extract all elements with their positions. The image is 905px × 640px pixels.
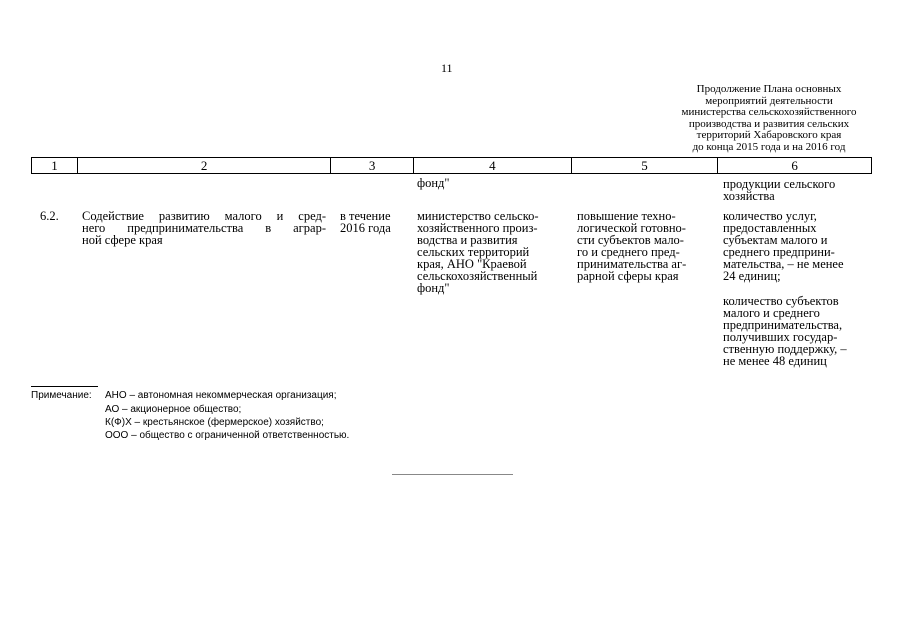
column-header-6: 6 bbox=[791, 158, 798, 173]
result-cell bbox=[577, 210, 686, 282]
executors-cell bbox=[417, 210, 539, 294]
cell-line: не менее 48 единиц bbox=[723, 354, 827, 368]
cell-line: него предпринимательства в аграр- bbox=[82, 221, 326, 235]
cell-line: края, АНО "Краевой bbox=[417, 257, 527, 271]
continuation-line: до конца 2015 года и на 2016 год bbox=[692, 140, 846, 153]
cell-line: логической готовно- bbox=[577, 221, 686, 235]
cell-line: 2016 года bbox=[340, 221, 391, 235]
cell-line: субъектам малого и bbox=[723, 233, 828, 247]
cell-line: фонд" bbox=[417, 176, 450, 190]
column-header-1: 1 bbox=[32, 158, 78, 173]
note-item: АНО – автономная некоммерческая организация; bbox=[105, 390, 337, 401]
cell-line: предпринимательства, bbox=[723, 318, 843, 332]
cell-line: хозяйства bbox=[723, 189, 775, 203]
cell-line: мательства, – не менее bbox=[723, 257, 844, 271]
cell-line: сельских территорий bbox=[417, 245, 530, 259]
cell-line: продукции сельского bbox=[723, 177, 836, 191]
cell-line: 24 единиц; bbox=[723, 269, 781, 283]
note-item: АО – акционерное общество; bbox=[105, 404, 242, 415]
cell-line: Содействие развитию малого и сред- bbox=[82, 209, 326, 223]
continuation-line: Продолжение Плана основных bbox=[696, 83, 842, 95]
cell-line: сельскохозяйственный bbox=[417, 269, 538, 283]
cell-line: принимательства аг- bbox=[577, 257, 687, 271]
cell-line: получивших государ- bbox=[723, 330, 838, 344]
term-cell bbox=[340, 210, 391, 234]
cell-line: ственную поддержку, – bbox=[723, 342, 847, 356]
cell-line: предоставленных bbox=[723, 221, 817, 235]
cell-line: го и среднего пред- bbox=[577, 245, 680, 259]
cell-line: сти субъектов мало- bbox=[577, 233, 684, 247]
cell-line: ной сфере края bbox=[82, 233, 163, 247]
continuation-line: мероприятий деятельности bbox=[705, 94, 833, 107]
activity-cell bbox=[82, 210, 326, 246]
note-item: ООО – общество с ограниченной ответственностью. bbox=[105, 430, 350, 441]
cell-line: рарной сферы края bbox=[577, 269, 679, 283]
continuation-heading bbox=[650, 84, 888, 153]
page-number: 11 bbox=[441, 61, 453, 75]
continuation-line: министерства сельскохозяйственного bbox=[681, 106, 857, 118]
column-header-2: 2 bbox=[78, 158, 331, 173]
cell-line: водства и развития bbox=[417, 233, 518, 247]
note-item: К(Ф)Х – крестьянское (фермерское) хозяйство; bbox=[105, 417, 324, 428]
cell-line: количество субъектов bbox=[723, 294, 839, 308]
cell-line: среднего предприни- bbox=[723, 245, 835, 259]
row-number: 6.2. bbox=[40, 209, 59, 223]
indicator-cell-1 bbox=[723, 210, 844, 282]
carry-over-executors bbox=[417, 177, 450, 189]
cell-line: повышение техно- bbox=[577, 209, 676, 223]
indicator-cell-2 bbox=[723, 295, 847, 367]
continuation-line: производства и развития сельских bbox=[688, 117, 850, 130]
note-label: Примечание: bbox=[31, 390, 92, 401]
cell-line: хозяйственного произ- bbox=[417, 221, 538, 235]
column-header-3: 3 bbox=[331, 158, 414, 173]
column-header-4: 4 bbox=[414, 158, 572, 173]
table-header-row bbox=[31, 157, 872, 174]
cell-line: фонд" bbox=[417, 281, 450, 295]
continuation-line: территорий Хабаровского края bbox=[696, 129, 842, 141]
cell-line: количество услуг, bbox=[723, 209, 817, 223]
cell-line: министерство сельско- bbox=[417, 209, 539, 223]
footnote-divider bbox=[31, 386, 98, 387]
end-divider bbox=[392, 474, 513, 475]
column-header-5: 5 bbox=[572, 158, 719, 173]
carry-over-indicator bbox=[723, 178, 835, 202]
cell-line: в течение bbox=[340, 209, 391, 223]
cell-line: малого и среднего bbox=[723, 306, 820, 320]
